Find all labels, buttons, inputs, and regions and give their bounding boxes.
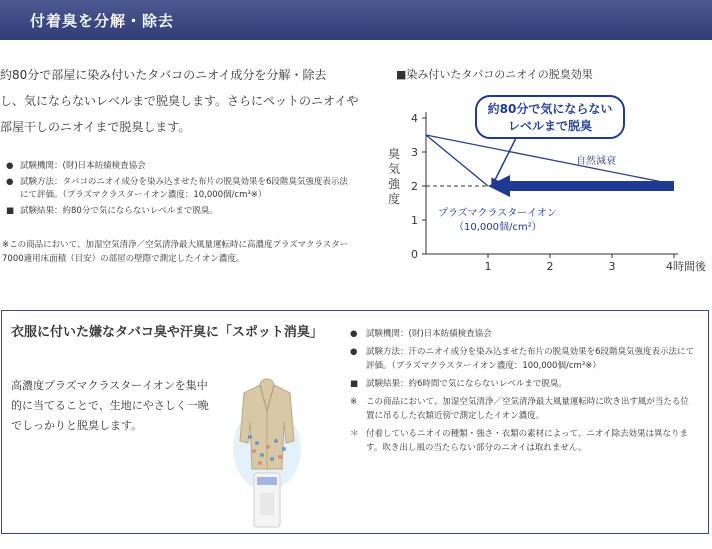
test-info-item: [6, 160, 351, 173]
bullet-icon: ●: [350, 347, 358, 357]
y-axis-label-char: 度: [387, 192, 401, 206]
test-info-text: 試験方法：タバコのニオイ成分を染み込ませた布片の脱臭効果を6段階臭気強度表示法にて評価。（プラズマクラスターイオン濃度：10,000個/cm³※）: [20, 177, 348, 200]
series-natural-decay-line: [426, 135, 674, 184]
series-plasma-bar: [506, 181, 674, 191]
callout-text: 約80分で気にならない: [487, 102, 613, 116]
y-tick-label: 1: [411, 214, 418, 227]
section-title: 付着臭を分解・除去: [30, 12, 175, 30]
asterisk-mark: ＊: [350, 429, 359, 439]
panel-line: でしっかりと脱臭します。: [11, 419, 143, 432]
series-plasma-line: [426, 135, 488, 186]
y-axis-label-char: 臭: [387, 147, 401, 161]
test-info-item: [6, 205, 351, 218]
panel-info-item: [350, 377, 695, 391]
panel-info-text: この商品において、加湿空気清浄／空気清浄最大風量運転時に吹き出す風が当たる位置に吊るした衣類近傍で測定したイオン濃度。: [366, 397, 689, 421]
y-ticks: [411, 112, 426, 261]
panel-test-info: [350, 327, 695, 459]
panel-title: 衣服に付いた嫌なタバコ臭や汗臭に「スポット消臭」: [11, 325, 323, 340]
x-tick-label: 2: [546, 260, 554, 273]
y-axis-label-char: 強: [387, 177, 401, 191]
panel-info-text: 試験結果：約6時間で気にならないレベルまで脱臭。: [366, 379, 567, 389]
plasma-arrow-head-icon: [488, 175, 510, 197]
panel-info-text: 試験機関：(財)日本紡績検査協会: [366, 329, 492, 339]
test-info-item: [6, 176, 351, 202]
intro-line: し、気にならないレベルまで脱臭します。さらにペットのニオイや: [0, 94, 359, 108]
x-tick-label: 3: [608, 260, 616, 273]
square-bullet-icon: ■: [350, 379, 359, 389]
bullet-icon: ●: [350, 329, 358, 339]
panel-info-item: [350, 427, 695, 455]
intro-line: 約80分で部屋に染み付いたタバコのニオイ成分を分解・除去: [0, 68, 327, 82]
deodorize-chart: [378, 60, 708, 280]
footnote: ※この商品において、加湿空気清浄／空気清浄最大風量運転時に高濃度プラズマクラスター7000適用床面積（目安）の部屋の壁際で測定したイオン濃度。: [2, 240, 349, 264]
test-info-text: 試験結果：約80分で気にならないレベルまで脱臭。: [20, 206, 218, 216]
callout-text: レベルまで脱臭: [507, 119, 593, 133]
y-tick-label: 0: [411, 248, 418, 261]
y-axis-label: [388, 146, 401, 206]
chart-annotations: [426, 96, 624, 233]
series-label-plasma-concentration: （10,000個/cm²）: [454, 222, 542, 233]
y-tick-label: 2: [411, 180, 418, 193]
chart-title: ■染み付いたタバコのニオイの脱臭効果: [396, 68, 593, 81]
x-tick-label: 4時間後: [666, 260, 706, 273]
panel-info-item: [350, 395, 695, 423]
air-purifier-with-jacket-image: [232, 371, 302, 531]
bullet-icon: ●: [6, 177, 14, 187]
intro-line: 部屋干しのニオイまで脱臭します。: [0, 120, 191, 134]
panel-info-item: [350, 327, 695, 341]
panel-line: 的に当てることで、生地にやさしく一晩: [11, 399, 209, 412]
series-label-plasma: プラズマクラスターイオン: [438, 208, 557, 219]
test-info-text: 試験機関：(財)日本紡績検査協会: [20, 161, 146, 171]
y-tick-label: 3: [411, 146, 418, 159]
y-axis-label-char: 気: [387, 162, 401, 176]
test-info-list: [6, 160, 351, 221]
panel-info-text: 試験方法：汗のニオイ成分を染み込ませた布片の脱臭効果を6段階臭気強度表示法にて評価。（プラズマクラスターイオン濃度：100,000個/cm³※）: [366, 347, 694, 371]
panel-line: 高濃度プラズマクラスターイオンを集中: [11, 379, 208, 392]
series-label-natural: 自然減衰: [576, 156, 616, 167]
y-tick-label: 4: [411, 112, 418, 125]
panel-info-item: [350, 345, 695, 373]
note-mark: ※: [350, 397, 358, 407]
x-ticks: [485, 254, 707, 273]
square-bullet-icon: ■: [6, 206, 15, 216]
panel-description: [11, 376, 226, 436]
spot-deodorize-panel: [1, 310, 709, 534]
section-header: [0, 0, 712, 40]
chart-series: [426, 135, 674, 197]
bullet-icon: ●: [6, 161, 14, 171]
intro-text: [0, 62, 359, 140]
x-tick-label: 1: [484, 260, 492, 273]
panel-info-text: 付着しているニオイの種類・強さ・衣類の素材によって、ニオイ除去効果は異なります。吹き出し風の当たらない部分のニオイは取れません。: [366, 429, 688, 453]
